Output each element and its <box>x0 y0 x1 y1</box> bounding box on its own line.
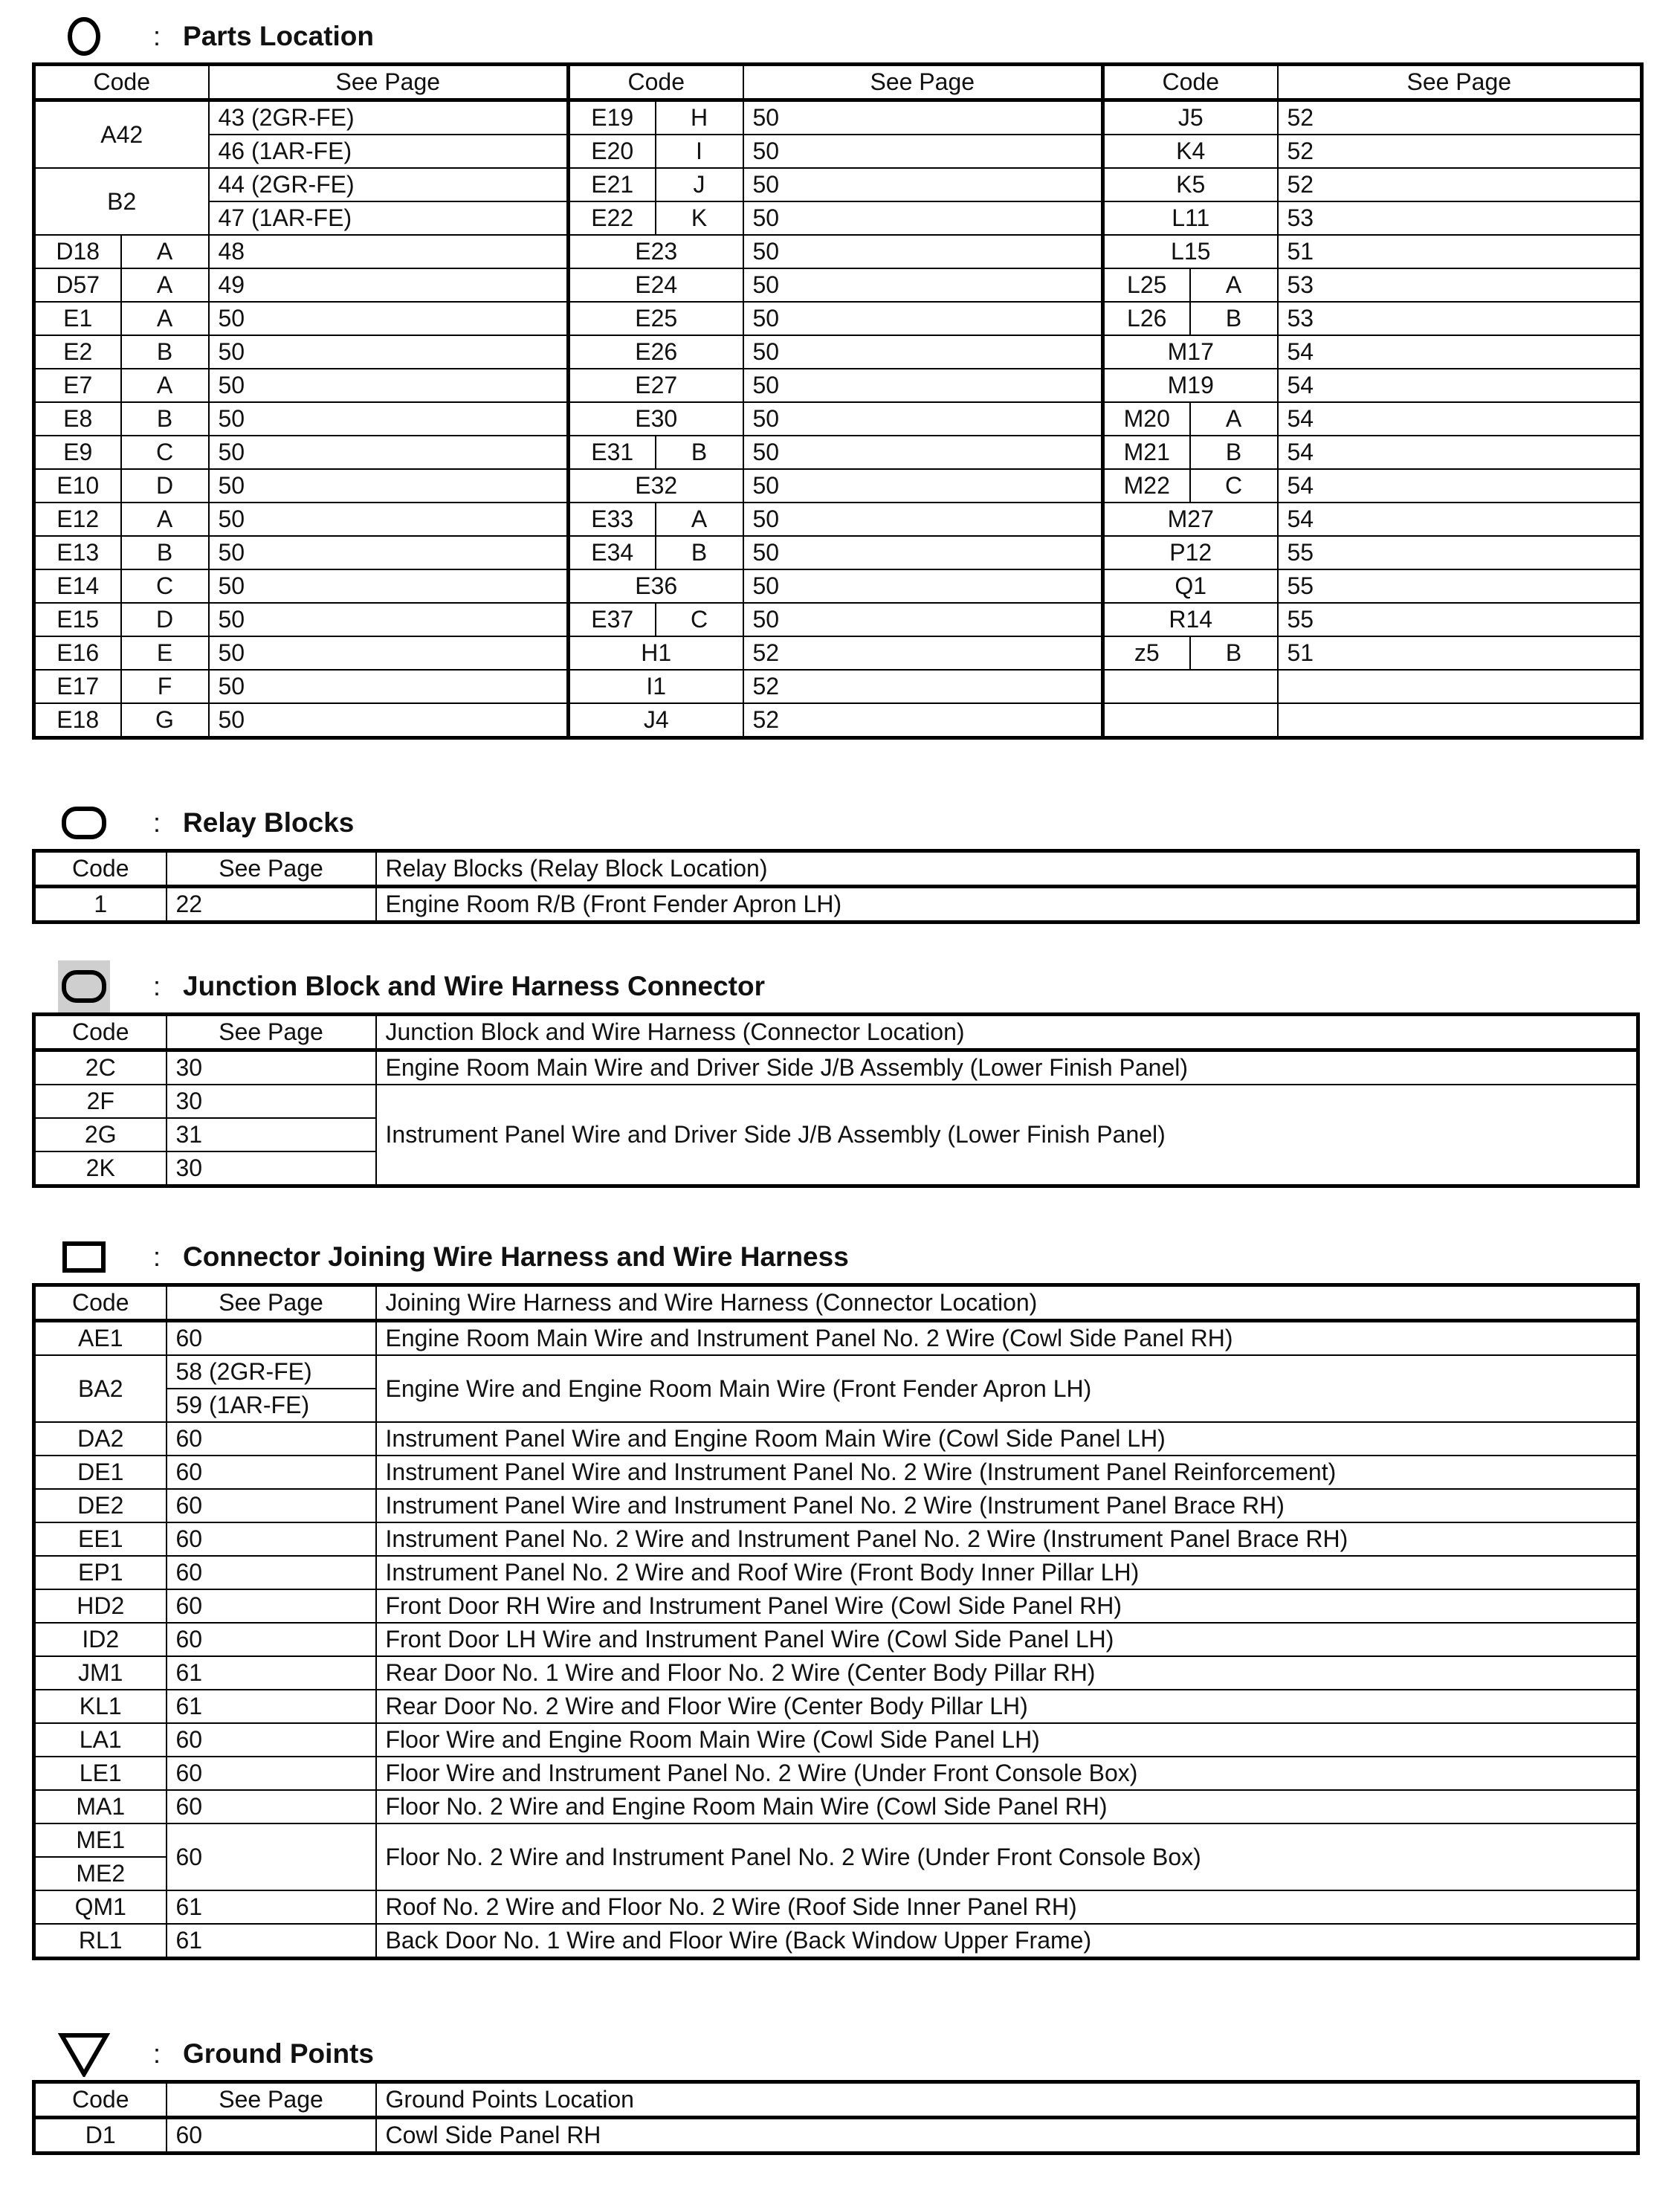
code-cell: RL1 <box>34 1924 167 1959</box>
sub-code-cell: C <box>656 603 743 636</box>
page-cell: 50 <box>209 703 569 738</box>
page-cell: 51 <box>1278 235 1642 268</box>
code-cell: P12 <box>1103 536 1278 569</box>
location-cell: Cowl Side Panel RH <box>376 2118 1638 2154</box>
page-cell: 50 <box>743 402 1103 436</box>
code-cell: D18 <box>34 235 121 268</box>
code-cell: E18 <box>34 703 121 738</box>
page-cell: 60 <box>167 1489 376 1522</box>
column-header: Code <box>34 1015 167 1050</box>
location-cell: Instrument Panel Wire and Engine Room Main Wire (Cowl Side Panel LH) <box>376 1422 1638 1456</box>
sub-code-cell: C <box>121 569 209 603</box>
page-cell: 60 <box>167 1422 376 1456</box>
rounded-rectangle-icon <box>58 797 110 849</box>
page-cell: 55 <box>1278 536 1642 569</box>
sub-code-cell: B <box>1190 302 1278 335</box>
table-row <box>34 1556 1638 1589</box>
code-cell: E23 <box>569 235 743 268</box>
page-cell: 61 <box>167 1924 376 1959</box>
code-cell: 2C <box>34 1050 167 1085</box>
table-row <box>34 436 1642 469</box>
code-cell: E15 <box>34 603 121 636</box>
header-colon: : <box>153 1241 161 1272</box>
code-cell: LE1 <box>34 1757 167 1790</box>
table-row <box>34 135 1642 168</box>
column-header: Relay Blocks (Relay Block Location) <box>376 851 1638 887</box>
page-cell: 50 <box>743 436 1103 469</box>
column-header: Code <box>569 65 743 100</box>
page-cell: 50 <box>743 168 1103 201</box>
table-row <box>34 268 1642 302</box>
code-cell: EE1 <box>34 1522 167 1556</box>
sub-code-cell: D <box>121 603 209 636</box>
code-cell: L25 <box>1103 268 1190 302</box>
sub-code-cell: D <box>121 469 209 503</box>
header-colon: : <box>153 2038 161 2069</box>
page-cell: 53 <box>1278 201 1642 235</box>
column-header: Code <box>34 851 167 887</box>
code-cell: M17 <box>1103 335 1278 369</box>
location-cell: Floor Wire and Engine Room Main Wire (Cowl Side Panel LH) <box>376 1723 1638 1757</box>
page-cell: 50 <box>209 302 569 335</box>
code-cell: L15 <box>1103 235 1278 268</box>
sub-code-cell: A <box>656 503 743 536</box>
code-cell: E13 <box>34 536 121 569</box>
table-header-row <box>34 1285 1638 1321</box>
page-cell: 46 (1AR-FE) <box>209 135 569 168</box>
table-row <box>34 536 1642 569</box>
page-cell: 60 <box>167 2118 376 2154</box>
code-cell: JM1 <box>34 1656 167 1690</box>
page-cell: 50 <box>743 235 1103 268</box>
code-cell: E16 <box>34 636 121 670</box>
table-row <box>34 1723 1638 1757</box>
page-cell: 50 <box>743 369 1103 402</box>
code-cell: E19 <box>569 100 656 135</box>
page-cell: 50 <box>209 369 569 402</box>
sub-code-cell: K <box>656 201 743 235</box>
page-cell: 31 <box>167 1118 376 1151</box>
table-row <box>34 1890 1638 1924</box>
sub-code-cell: B <box>121 402 209 436</box>
table-row <box>34 569 1642 603</box>
page-cell: 47 (1AR-FE) <box>209 201 569 235</box>
sub-code-cell: A <box>1190 402 1278 436</box>
table-row <box>34 1422 1638 1456</box>
page-cell: 60 <box>167 1556 376 1589</box>
page-cell: 54 <box>1278 335 1642 369</box>
page-cell: 50 <box>209 402 569 436</box>
table-row <box>34 302 1642 335</box>
table-row <box>34 469 1642 503</box>
location-cell: Roof No. 2 Wire and Floor No. 2 Wire (Roof Side Inner Panel RH) <box>376 1890 1638 1924</box>
junction-block-icon <box>58 960 110 1012</box>
table-row <box>34 235 1642 268</box>
code-cell: E33 <box>569 503 656 536</box>
table-row <box>34 1355 1638 1389</box>
sub-code-cell: J <box>656 168 743 201</box>
page-cell: 50 <box>743 135 1103 168</box>
code-cell: L11 <box>1103 201 1278 235</box>
table-row <box>34 503 1642 536</box>
page-cell: 52 <box>743 636 1103 670</box>
column-header: See Page <box>209 65 569 100</box>
sub-code-cell: F <box>121 670 209 703</box>
table-header-row <box>34 851 1638 887</box>
page-cell: 50 <box>209 636 569 670</box>
code-cell: ME2 <box>34 1857 167 1890</box>
page-cell: 50 <box>209 569 569 603</box>
sub-code-cell: A <box>1190 268 1278 302</box>
table-row <box>34 402 1642 436</box>
code-cell: E10 <box>34 469 121 503</box>
table-row <box>34 1321 1638 1356</box>
code-cell: E14 <box>34 569 121 603</box>
code-cell: E25 <box>569 302 743 335</box>
code-cell <box>1103 670 1278 703</box>
code-cell: K5 <box>1103 168 1278 201</box>
sub-code-cell: I <box>656 135 743 168</box>
page-cell: 22 <box>167 887 376 923</box>
page-cell: 50 <box>743 536 1103 569</box>
page-cell: 60 <box>167 1321 376 1356</box>
section-title: Junction Block and Wire Harness Connector <box>183 971 765 1001</box>
page-cell: 60 <box>167 1623 376 1656</box>
code-cell <box>1103 703 1278 738</box>
code-cell: E9 <box>34 436 121 469</box>
parts-location-table <box>32 62 1644 740</box>
table-row <box>34 100 1642 135</box>
table-row <box>34 670 1642 703</box>
location-cell: Back Door No. 1 Wire and Floor Wire (Back Window Upper Frame) <box>376 1924 1638 1959</box>
sub-code-cell: B <box>1190 436 1278 469</box>
code-cell: D1 <box>34 2118 167 2154</box>
relay-blocks-header <box>58 797 354 849</box>
code-cell: E21 <box>569 168 656 201</box>
column-header: See Page <box>167 851 376 887</box>
page-cell: 60 <box>167 1456 376 1489</box>
page-cell: 54 <box>1278 436 1642 469</box>
column-header: See Page <box>167 1285 376 1321</box>
sub-code-cell: G <box>121 703 209 738</box>
section-title: Connector Joining Wire Harness and Wire Harness <box>183 1241 849 1272</box>
page-cell: 44 (2GR-FE) <box>209 168 569 201</box>
code-cell: ID2 <box>34 1623 167 1656</box>
table-row <box>34 636 1642 670</box>
junction-block-table <box>32 1012 1640 1188</box>
code-cell: E30 <box>569 402 743 436</box>
code-cell: E2 <box>34 335 121 369</box>
code-cell: M19 <box>1103 369 1278 402</box>
page-cell: 50 <box>743 268 1103 302</box>
sub-code-cell: A <box>121 369 209 402</box>
table-row <box>34 2118 1638 2154</box>
table-row <box>34 1757 1638 1790</box>
code-cell: BA2 <box>34 1355 167 1422</box>
table-header-row <box>34 2082 1638 2118</box>
sub-code-cell: B <box>656 536 743 569</box>
code-cell: M21 <box>1103 436 1190 469</box>
column-header: Joining Wire Harness and Wire Harness (Connector Location) <box>376 1285 1638 1321</box>
page-cell: 52 <box>743 703 1103 738</box>
table-row <box>34 1589 1638 1623</box>
page-cell: 50 <box>209 536 569 569</box>
table-row <box>34 1924 1638 1959</box>
page-cell: 50 <box>743 503 1103 536</box>
location-cell: Instrument Panel No. 2 Wire and Instrument Panel No. 2 Wire (Instrument Panel Brace RH) <box>376 1522 1638 1556</box>
table-header-row <box>34 65 1642 100</box>
sub-code-cell: B <box>121 536 209 569</box>
page-cell: 60 <box>167 1790 376 1823</box>
code-cell: H1 <box>569 636 743 670</box>
sub-code-cell: C <box>121 436 209 469</box>
page-cell: 50 <box>209 335 569 369</box>
code-cell: E1 <box>34 302 121 335</box>
section-title: Relay Blocks <box>183 807 355 838</box>
column-header: Code <box>34 2082 167 2118</box>
page-cell: 50 <box>209 436 569 469</box>
ground-points-header <box>58 2028 374 2080</box>
code-cell: KL1 <box>34 1690 167 1723</box>
code-cell: MA1 <box>34 1790 167 1823</box>
sub-code-cell: B <box>656 436 743 469</box>
table-row <box>34 603 1642 636</box>
code-cell: K4 <box>1103 135 1278 168</box>
code-cell: DE1 <box>34 1456 167 1489</box>
page-cell: 61 <box>167 1690 376 1723</box>
table-row <box>34 1623 1638 1656</box>
table-row <box>34 1456 1638 1489</box>
column-header: Ground Points Location <box>376 2082 1638 2118</box>
code-cell: I1 <box>569 670 743 703</box>
column-header: See Page <box>167 2082 376 2118</box>
code-cell: LA1 <box>34 1723 167 1757</box>
code-cell: M27 <box>1103 503 1278 536</box>
column-header: See Page <box>1278 65 1642 100</box>
code-cell: R14 <box>1103 603 1278 636</box>
code-cell: M22 <box>1103 469 1190 503</box>
table-row <box>34 1050 1638 1085</box>
page-cell: 30 <box>167 1151 376 1186</box>
page-cell: 50 <box>743 302 1103 335</box>
location-cell: Rear Door No. 2 Wire and Floor Wire (Center Body Pillar LH) <box>376 1690 1638 1723</box>
connector-joining-header <box>58 1231 849 1283</box>
code-cell: EP1 <box>34 1556 167 1589</box>
page-cell: 43 (2GR-FE) <box>209 100 569 135</box>
page-cell: 61 <box>167 1656 376 1690</box>
location-cell: Instrument Panel Wire and Instrument Panel No. 2 Wire (Instrument Panel Reinforcement) <box>376 1456 1638 1489</box>
code-cell: E24 <box>569 268 743 302</box>
column-header: Code <box>34 65 209 100</box>
location-cell: Engine Wire and Engine Room Main Wire (Front Fender Apron LH) <box>376 1355 1638 1422</box>
page-cell: 52 <box>1278 135 1642 168</box>
page-cell: 60 <box>167 1723 376 1757</box>
sub-code-cell: C <box>1190 469 1278 503</box>
page-cell: 55 <box>1278 569 1642 603</box>
location-cell: Engine Room Main Wire and Instrument Panel No. 2 Wire (Cowl Side Panel RH) <box>376 1321 1638 1356</box>
page-cell: 50 <box>743 569 1103 603</box>
code-cell: L26 <box>1103 302 1190 335</box>
sub-code-cell: B <box>1190 636 1278 670</box>
code-cell: M20 <box>1103 402 1190 436</box>
page-cell: 55 <box>1278 603 1642 636</box>
table-row <box>34 1690 1638 1723</box>
page-cell: 52 <box>1278 100 1642 135</box>
code-cell: E36 <box>569 569 743 603</box>
code-cell: E17 <box>34 670 121 703</box>
column-header: Code <box>1103 65 1278 100</box>
page-cell: 60 <box>167 1589 376 1623</box>
page-cell: 30 <box>167 1085 376 1118</box>
page-cell: 58 (2GR-FE) <box>167 1355 376 1389</box>
code-cell: E22 <box>569 201 656 235</box>
circle-icon <box>58 10 110 62</box>
page-cell: 53 <box>1278 268 1642 302</box>
page-cell: 60 <box>167 1522 376 1556</box>
location-cell: Engine Room R/B (Front Fender Apron LH) <box>376 887 1638 923</box>
code-cell: DE2 <box>34 1489 167 1522</box>
code-cell: B2 <box>34 168 209 235</box>
table-row <box>34 168 1642 201</box>
column-header: Code <box>34 1285 167 1321</box>
code-cell: E27 <box>569 369 743 402</box>
page-cell: 50 <box>209 503 569 536</box>
table-row <box>34 1522 1638 1556</box>
code-cell: ME1 <box>34 1823 167 1857</box>
table-row <box>34 1489 1638 1522</box>
header-colon: : <box>153 807 161 838</box>
page-cell: 50 <box>743 100 1103 135</box>
location-cell: Front Door RH Wire and Instrument Panel Wire (Cowl Side Panel RH) <box>376 1589 1638 1623</box>
code-cell: E26 <box>569 335 743 369</box>
header-colon: : <box>153 971 161 1001</box>
table-row <box>34 1656 1638 1690</box>
page-cell: 54 <box>1278 469 1642 503</box>
page-cell: 54 <box>1278 503 1642 536</box>
code-cell: 2K <box>34 1151 167 1186</box>
page-cell: 50 <box>743 603 1103 636</box>
column-header: Junction Block and Wire Harness (Connector Location) <box>376 1015 1638 1050</box>
code-cell: J4 <box>569 703 743 738</box>
relay-blocks-table <box>32 849 1640 924</box>
page-cell: 54 <box>1278 369 1642 402</box>
page-cell: 60 <box>167 1757 376 1790</box>
sub-code-cell: E <box>121 636 209 670</box>
table-row <box>34 887 1638 923</box>
location-cell: Floor No. 2 Wire and Instrument Panel No. 2 Wire (Under Front Console Box) <box>376 1823 1638 1890</box>
page-cell: 50 <box>743 469 1103 503</box>
sub-code-cell: A <box>121 503 209 536</box>
page-cell: 60 <box>167 1823 376 1890</box>
sub-code-cell: A <box>121 235 209 268</box>
page-cell: 51 <box>1278 636 1642 670</box>
page-cell: 53 <box>1278 302 1642 335</box>
location-cell: Rear Door No. 1 Wire and Floor No. 2 Wire (Center Body Pillar RH) <box>376 1656 1638 1690</box>
table-row <box>34 1823 1638 1857</box>
code-cell: HD2 <box>34 1589 167 1623</box>
code-cell: E7 <box>34 369 121 402</box>
table-row <box>34 1085 1638 1118</box>
page-cell <box>1278 703 1642 738</box>
sub-code-cell: A <box>121 302 209 335</box>
page-cell: 50 <box>743 335 1103 369</box>
page-cell: 50 <box>743 201 1103 235</box>
code-cell: E8 <box>34 402 121 436</box>
code-cell: A42 <box>34 100 209 169</box>
page-cell: 61 <box>167 1890 376 1924</box>
code-cell: Q1 <box>1103 569 1278 603</box>
page-cell: 50 <box>209 469 569 503</box>
code-cell: D57 <box>34 268 121 302</box>
table-row <box>34 703 1642 738</box>
code-cell: 1 <box>34 887 167 923</box>
table-row <box>34 201 1642 235</box>
code-cell: 2G <box>34 1118 167 1151</box>
code-cell: DA2 <box>34 1422 167 1456</box>
sub-code-cell: H <box>656 100 743 135</box>
header-colon: : <box>153 21 161 51</box>
location-cell: Engine Room Main Wire and Driver Side J/B Assembly (Lower Finish Panel) <box>376 1050 1638 1085</box>
page-cell: 49 <box>209 268 569 302</box>
sub-code-cell: B <box>121 335 209 369</box>
page-cell: 59 (1AR-FE) <box>167 1389 376 1422</box>
code-cell: E32 <box>569 469 743 503</box>
table-row <box>34 369 1642 402</box>
code-cell: QM1 <box>34 1890 167 1924</box>
location-cell: Instrument Panel Wire and Driver Side J/B Assembly (Lower Finish Panel) <box>376 1085 1638 1186</box>
table-header-row <box>34 1015 1638 1050</box>
connector-joining-table <box>32 1283 1640 1960</box>
page-cell: 50 <box>209 603 569 636</box>
code-cell: E37 <box>569 603 656 636</box>
page-cell: 52 <box>743 670 1103 703</box>
page-cell: 48 <box>209 235 569 268</box>
code-cell: E31 <box>569 436 656 469</box>
code-cell: z5 <box>1103 636 1190 670</box>
code-cell: J5 <box>1103 100 1278 135</box>
triangle-icon <box>58 2028 110 2080</box>
code-cell: E12 <box>34 503 121 536</box>
table-row <box>34 1790 1638 1823</box>
table-row <box>34 335 1642 369</box>
code-cell: AE1 <box>34 1321 167 1356</box>
parts-location-header <box>58 10 374 62</box>
section-title: Parts Location <box>183 21 375 51</box>
page-cell: 52 <box>1278 168 1642 201</box>
page-cell: 54 <box>1278 402 1642 436</box>
rectangle-icon <box>58 1231 110 1283</box>
location-cell: Floor Wire and Instrument Panel No. 2 Wire (Under Front Console Box) <box>376 1757 1638 1790</box>
junction-block-header <box>58 960 765 1012</box>
ground-points-table <box>32 2080 1640 2155</box>
page-cell: 50 <box>209 670 569 703</box>
page-cell: 30 <box>167 1050 376 1085</box>
location-cell: Instrument Panel Wire and Instrument Panel No. 2 Wire (Instrument Panel Brace RH) <box>376 1489 1638 1522</box>
page-cell <box>1278 670 1642 703</box>
column-header: See Page <box>743 65 1103 100</box>
location-cell: Floor No. 2 Wire and Engine Room Main Wire (Cowl Side Panel RH) <box>376 1790 1638 1823</box>
section-title: Ground Points <box>183 2038 374 2069</box>
code-cell: E34 <box>569 536 656 569</box>
location-cell: Front Door LH Wire and Instrument Panel Wire (Cowl Side Panel LH) <box>376 1623 1638 1656</box>
sub-code-cell: A <box>121 268 209 302</box>
code-cell: 2F <box>34 1085 167 1118</box>
column-header: See Page <box>167 1015 376 1050</box>
code-cell: E20 <box>569 135 656 168</box>
location-cell: Instrument Panel No. 2 Wire and Roof Wire (Front Body Inner Pillar LH) <box>376 1556 1638 1589</box>
